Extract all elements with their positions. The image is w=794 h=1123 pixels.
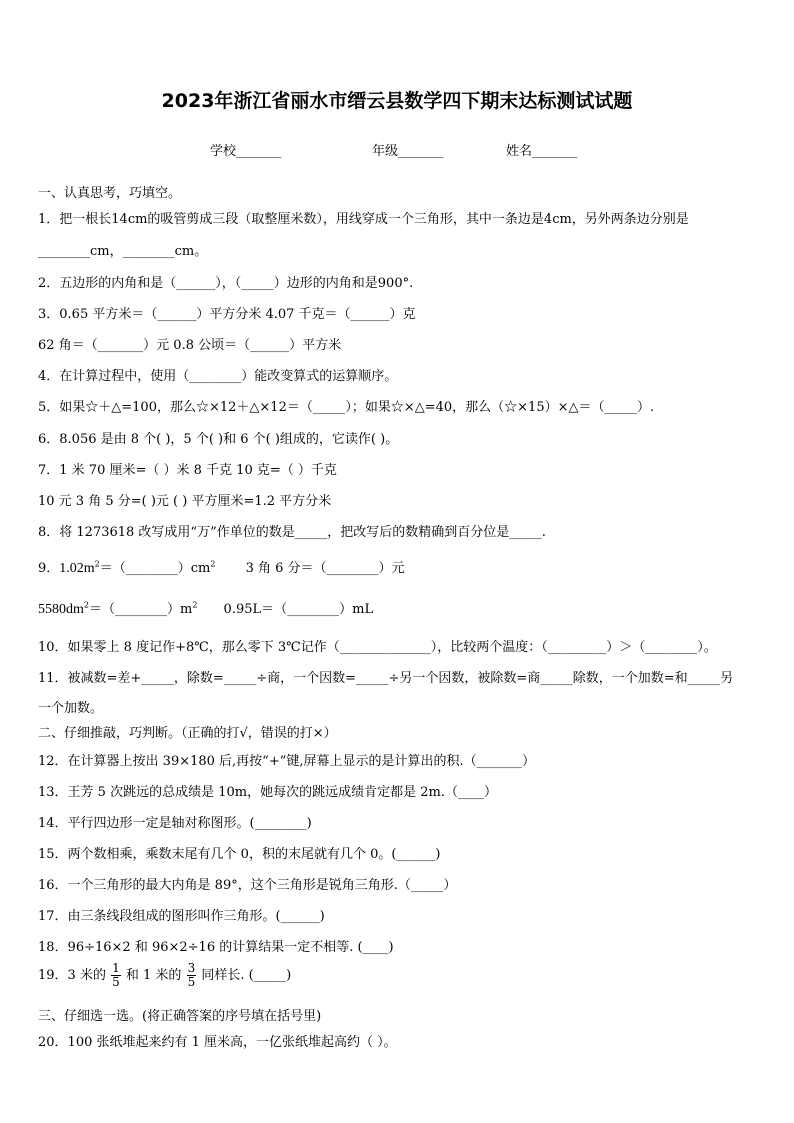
fraction-one-fifth: $\frac{1}{5}$ [112,961,120,989]
fraction-three-fifths: $\frac{3}{5}$ [187,961,196,989]
question-4: 4．在计算过程中，使用（________）能改变算式的运算顺序。 [38,369,398,384]
question-11-cont: 一个加数。 [38,701,104,716]
question-9b: $5580dm^2=(\_\_\_\_\_\_\_\_)m^2$ 0.95L＝（________）mL [38,600,374,617]
question-3b: 62 角＝（_______）元 0.8 公顷＝（______）平方米 [38,338,342,353]
question-14: 14．平行四边形一定是轴对称图形。(________) [38,816,312,831]
question-16: 16．一个三角形的最大内角是 89°，这个三角形是锐角三角形.（_____） [38,878,457,893]
question-17: 17．由三条线段组成的图形叫作三角形。(______) [38,909,325,924]
question-18: 18．96÷16×2 和 96×2÷16 的计算结果一定不相等. (____) [38,940,394,955]
question-6: 6．8.056 是由 8 个( )，5 个( )和 6 个( )组成的，它读作( )。 [38,432,399,447]
question-1: 1．把一根长14cm的吸管剪成三段（取整厘米数），用线穿成一个三角形，其中一条边是4cm，另外两条边分别是 [38,212,689,227]
section-1-heading: 一、认真思考，巧填空。 [38,186,182,201]
question-13: 13．王芳 5 次跳远的总成绩是 10m，她每次的跳远成绩肯定都是 2m.（____） [38,785,497,800]
question-7a: 7．1 米 70 厘米=（ ）米 8 千克 10 克=（ ）千克 [38,463,337,478]
question-3a: 3．0.65 平方米＝（______）平方分米 4.07 千克＝（______）克 [38,307,416,322]
question-1-cont: ________cm，________cm。 [38,244,208,259]
school-field: 学校_______ [210,144,282,159]
question-15: 15．两个数相乘，乘数末尾有几个 0，积的末尾就有几个 0。(______) [38,847,441,862]
question-2: 2．五边形的内角和是（______），（_____）边形的内角和是900°. [38,276,414,291]
section-3-heading: 三、仔细选一选。(将正确答案的序号填在括号里) [38,1009,322,1024]
question-7b: 10 元 3 角 5 分=( )元 ( ) 平方厘米=1.2 平方分米 [38,494,332,509]
question-11: 11．被减数=差+_____，除数=_____÷商，一个因数=_____÷另一个因数，被除数=商_____除数，一个加数=和_____另 [38,671,734,686]
question-10: 10．如果零上 8 度记作+8℃，那么零下 3℃记作（______________），比较两个温度：（_________）＞（________）。 [38,640,717,655]
question-8: 8．将 1273618 改写成用“万”作单位的数是_____，把改写后的数精确到百分位是_____. [38,525,546,540]
page-title: 2023年浙江省丽水市缙云县数学四下期末达标测试试题 [161,90,633,112]
question-19: 19．3 米的 $\frac{1}{5}$ 和 1 米的 $\frac{3}{5}$ 同样长. (_____) [38,961,292,989]
question-20: 20．100 张纸堆起来约有 1 厘米高，一亿张纸堆起高约（ ）。 [38,1035,397,1050]
question-12: 12．在计算器上按出 39×180 后,再按“+”键,屏幕上显示的是计算出的积.（_______） [38,754,536,769]
question-9a: 9．$1.02m^2=(\_\_\_\_\_\_\_\_)cm^2$ 3 角 6 分＝（________）元 [38,559,405,576]
grade-field: 年级_______ [372,144,444,159]
question-5: 5．如果☆＋△=100，那么☆×12＋△×12＝（_____）；如果☆×△=40，那么（☆×15）×△＝（_____）. [38,400,655,415]
section-2-heading: 二、仔细推敲，巧判断。（正确的打√，错误的打×） [38,726,337,741]
name-field: 姓名_______ [506,144,578,159]
